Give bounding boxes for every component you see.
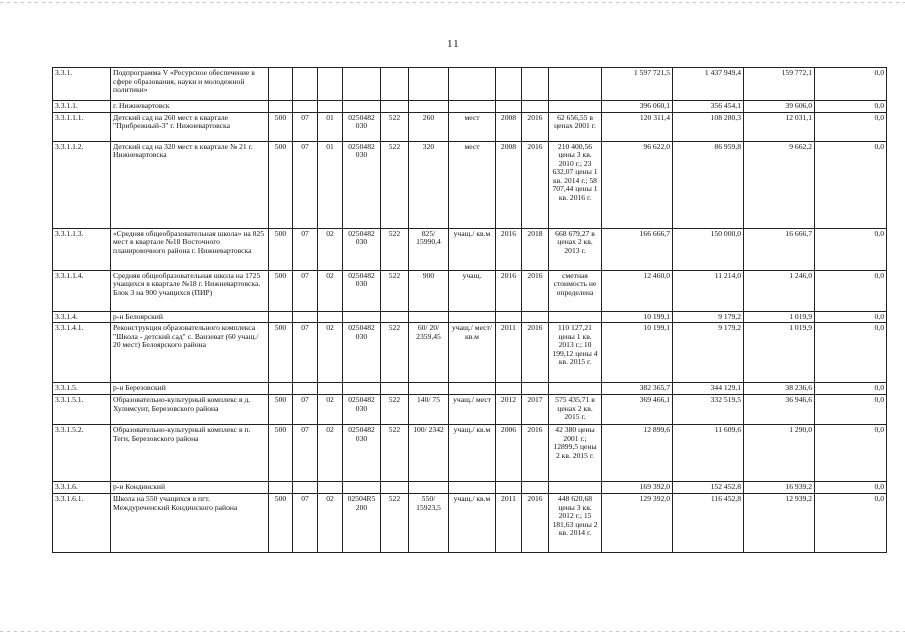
subsection-code-cell: 02 xyxy=(318,270,343,311)
expense-type-cell xyxy=(381,68,409,101)
capacity-unit-cell: учащ./ кв.м xyxy=(449,228,496,270)
start-year-cell: 2008 xyxy=(496,141,522,228)
table-row xyxy=(53,425,887,482)
row-id-cell: 3.3.1.1.3. xyxy=(53,228,111,270)
object-name-cell: Детский сад на 320 мест в квартале № 21 г. Нижневартовска xyxy=(111,141,269,228)
subsection-code-cell: 02 xyxy=(318,425,343,482)
start-year-cell: 2016 xyxy=(496,270,522,311)
regional-budget-cell: 1 437 949,4 xyxy=(673,68,744,101)
municipal-budget-cell: 1 019,9 xyxy=(744,311,815,323)
start-year-cell: 2016 xyxy=(496,228,522,270)
grbs-code-cell: 500 xyxy=(269,141,293,228)
target-article-cell: 0250482 030 xyxy=(343,141,381,228)
start-year-cell: 2011 xyxy=(496,323,522,383)
target-article-cell: 0250482 030 xyxy=(343,323,381,383)
municipal-budget-cell: 1 290,0 xyxy=(744,425,815,482)
table-row xyxy=(53,494,887,553)
capacity-unit-cell xyxy=(449,482,496,494)
scan-artifact-bottom xyxy=(0,631,905,632)
end-year-cell xyxy=(522,68,549,101)
estimated-cost-cell: 575 435,71 в ценах 2 кв. 2015 г. xyxy=(549,395,602,425)
capacity-cell: 140/ 75 xyxy=(409,395,449,425)
row-id-cell: 3.3.1.5.2. xyxy=(53,425,111,482)
estimated-cost-cell xyxy=(549,482,602,494)
section-code-cell xyxy=(293,68,318,101)
other-sources-cell: 0,0 xyxy=(815,141,887,228)
end-year-cell xyxy=(522,383,549,395)
row-id-cell: 3.3.1.6. xyxy=(53,482,111,494)
subsection-code-cell xyxy=(318,482,343,494)
target-article-cell: 0250482 030 xyxy=(343,228,381,270)
capacity-cell xyxy=(409,482,449,494)
capacity-cell: 320 xyxy=(409,141,449,228)
target-article-cell xyxy=(343,383,381,395)
estimated-cost-cell xyxy=(549,383,602,395)
grbs-code-cell: 500 xyxy=(269,228,293,270)
object-name-cell: Детский сад на 260 мест в квартале "Прибрежный-3" г. Нижневартовска xyxy=(111,112,269,141)
expense-type-cell: 522 xyxy=(381,494,409,553)
row-id-cell: 3.3.1. xyxy=(53,68,111,101)
subsection-code-cell: 02 xyxy=(318,228,343,270)
other-sources-cell: 0,0 xyxy=(815,228,887,270)
subsection-code-cell: 02 xyxy=(318,323,343,383)
regional-budget-cell: 332 519,5 xyxy=(673,395,744,425)
object-name-cell: Средняя общеобразовательная школа на 1725 учащихся в квартале №18 г. Нижневартовска. Блок 3 на 900 учащихся (ПИР) xyxy=(111,270,269,311)
grbs-code-cell: 500 xyxy=(269,270,293,311)
table-body xyxy=(53,68,887,553)
capacity-unit-cell: учащ./ кв.м xyxy=(449,494,496,553)
subsection-code-cell: 02 xyxy=(318,494,343,553)
section-code-cell: 07 xyxy=(293,228,318,270)
section-code-cell: 07 xyxy=(293,141,318,228)
municipal-budget-cell: 38 236,6 xyxy=(744,383,815,395)
grbs-code-cell: 500 xyxy=(269,112,293,141)
end-year-cell: 2018 xyxy=(522,228,549,270)
table-row xyxy=(53,395,887,425)
subsection-code-cell xyxy=(318,383,343,395)
municipal-budget-cell: 39 606,0 xyxy=(744,101,815,113)
section-code-cell: 07 xyxy=(293,395,318,425)
other-sources-cell: 0,0 xyxy=(815,383,887,395)
section-code-cell xyxy=(293,311,318,323)
capacity-unit-cell: учащ. xyxy=(449,270,496,311)
capacity-cell xyxy=(409,68,449,101)
regional-budget-cell: 150 000,0 xyxy=(673,228,744,270)
table-row xyxy=(53,141,887,228)
expense-type-cell: 522 xyxy=(381,425,409,482)
object-name-cell: р-н Белоярский xyxy=(111,311,269,323)
other-sources-cell: 0,0 xyxy=(815,425,887,482)
object-name-cell: Реконструкция образовательного комплекса "Школа - детский сад" с. Ванзеват (60 учащ./ 20 мест) Белоярского района xyxy=(111,323,269,383)
capacity-unit-cell: учащ./ кв.м xyxy=(449,425,496,482)
regional-budget-cell: 356 454,1 xyxy=(673,101,744,113)
target-article-cell xyxy=(343,311,381,323)
table-row xyxy=(53,68,887,101)
subsection-code-cell xyxy=(318,101,343,113)
municipal-budget-cell: 12 939,2 xyxy=(744,494,815,553)
capacity-cell xyxy=(409,101,449,113)
scan-artifact-top xyxy=(0,2,905,3)
total-amount-cell: 396 060,1 xyxy=(602,101,673,113)
subsection-code-cell: 02 xyxy=(318,395,343,425)
total-amount-cell: 166 666,7 xyxy=(602,228,673,270)
estimated-cost-cell: 110 127,21 цены 1 кв. 2013 г.; 10 199,12 цены 4 кв. 2015 г. xyxy=(549,323,602,383)
row-id-cell: 3.3.1.1. xyxy=(53,101,111,113)
total-amount-cell: 129 392,0 xyxy=(602,494,673,553)
row-id-cell: 3.3.1.1.2. xyxy=(53,141,111,228)
capacity-cell: 260 xyxy=(409,112,449,141)
total-amount-cell: 96 622,0 xyxy=(602,141,673,228)
row-id-cell: 3.3.1.5.1. xyxy=(53,395,111,425)
capacity-cell: 100/ 2342 xyxy=(409,425,449,482)
estimated-cost-cell: 62 656,55 в ценах 2001 г. xyxy=(549,112,602,141)
estimated-cost-cell: 668 679,27 в ценах 2 кв. 2013 г. xyxy=(549,228,602,270)
grbs-code-cell xyxy=(269,383,293,395)
row-id-cell: 3.3.1.4. xyxy=(53,311,111,323)
expense-type-cell: 522 xyxy=(381,141,409,228)
section-code-cell: 07 xyxy=(293,112,318,141)
estimated-cost-cell: 448 620,68 цены 3 кв. 2012 г.; 15 181,63 цены 2 кв. 2014 г. xyxy=(549,494,602,553)
grbs-code-cell xyxy=(269,68,293,101)
expense-type-cell: 522 xyxy=(381,112,409,141)
total-amount-cell: 12 899,6 xyxy=(602,425,673,482)
estimated-cost-cell: 42 380 цены 2001 г.; 12899,5 цены 2 кв. 2015 г. xyxy=(549,425,602,482)
other-sources-cell: 0,0 xyxy=(815,395,887,425)
grbs-code-cell: 500 xyxy=(269,425,293,482)
capacity-cell xyxy=(409,311,449,323)
table-row xyxy=(53,270,887,311)
section-code-cell xyxy=(293,383,318,395)
end-year-cell xyxy=(522,311,549,323)
expense-type-cell xyxy=(381,311,409,323)
municipal-budget-cell: 1 019,9 xyxy=(744,323,815,383)
other-sources-cell: 0,0 xyxy=(815,482,887,494)
start-year-cell xyxy=(496,482,522,494)
section-code-cell xyxy=(293,482,318,494)
target-article-cell: 02504R5 200 xyxy=(343,494,381,553)
municipal-budget-cell: 16 939,2 xyxy=(744,482,815,494)
start-year-cell: 2006 xyxy=(496,425,522,482)
target-article-cell: 0250482 030 xyxy=(343,425,381,482)
other-sources-cell: 0,0 xyxy=(815,68,887,101)
total-amount-cell: 120 311,4 xyxy=(602,112,673,141)
row-id-cell: 3.3.1.6.1. xyxy=(53,494,111,553)
end-year-cell: 2016 xyxy=(522,494,549,553)
expense-type-cell: 522 xyxy=(381,228,409,270)
end-year-cell: 2017 xyxy=(522,395,549,425)
table-row xyxy=(53,101,887,113)
start-year-cell: 2011 xyxy=(496,494,522,553)
regional-budget-cell: 9 179,2 xyxy=(673,311,744,323)
table-row xyxy=(53,323,887,383)
section-code-cell: 07 xyxy=(293,323,318,383)
object-name-cell: Образовательно-культурный комплекс в п. Теги, Березовского района xyxy=(111,425,269,482)
capacity-unit-cell xyxy=(449,68,496,101)
regional-budget-cell: 9 179,2 xyxy=(673,323,744,383)
estimated-cost-cell xyxy=(549,311,602,323)
subsection-code-cell: 01 xyxy=(318,112,343,141)
object-name-cell: р-н Кондинский xyxy=(111,482,269,494)
capacity-unit-cell: учащ./ мест xyxy=(449,395,496,425)
total-amount-cell: 10 199,1 xyxy=(602,311,673,323)
capacity-cell: 900 xyxy=(409,270,449,311)
table-row xyxy=(53,311,887,323)
total-amount-cell: 382 365,7 xyxy=(602,383,673,395)
object-name-cell: р-н Березовский xyxy=(111,383,269,395)
total-amount-cell: 169 392,0 xyxy=(602,482,673,494)
grbs-code-cell: 500 xyxy=(269,494,293,553)
capacity-cell: 60/ 20/ 2359,45 xyxy=(409,323,449,383)
row-id-cell: 3.3.1.4.1. xyxy=(53,323,111,383)
row-id-cell: 3.3.1.5. xyxy=(53,383,111,395)
subsection-code-cell: 01 xyxy=(318,141,343,228)
object-name-cell: Образовательно-культурный комплекс в д. Хулимсунт, Березовского района xyxy=(111,395,269,425)
table-row xyxy=(53,482,887,494)
start-year-cell xyxy=(496,101,522,113)
municipal-budget-cell: 159 772,1 xyxy=(744,68,815,101)
estimated-cost-cell xyxy=(549,68,602,101)
regional-budget-cell: 152 452,8 xyxy=(673,482,744,494)
target-article-cell: 0250482 030 xyxy=(343,112,381,141)
expense-type-cell: 522 xyxy=(381,395,409,425)
target-article-cell xyxy=(343,101,381,113)
start-year-cell xyxy=(496,383,522,395)
section-code-cell: 07 xyxy=(293,425,318,482)
capacity-cell: 825/ 15990,4 xyxy=(409,228,449,270)
capacity-unit-cell xyxy=(449,101,496,113)
table-row xyxy=(53,112,887,141)
capacity-cell xyxy=(409,383,449,395)
table-row xyxy=(53,383,887,395)
estimated-cost-cell: 210 400,56 цены 3 кв. 2010 г.; 23 632,07 цены 1 кв. 2014 г.; 58 707,44 цены 1 кв. 2016 г. xyxy=(549,141,602,228)
grbs-code-cell xyxy=(269,311,293,323)
other-sources-cell: 0,0 xyxy=(815,311,887,323)
regional-budget-cell: 11 609,6 xyxy=(673,425,744,482)
municipal-budget-cell: 36 946,6 xyxy=(744,395,815,425)
municipal-budget-cell: 16 666,7 xyxy=(744,228,815,270)
section-code-cell: 07 xyxy=(293,494,318,553)
target-article-cell xyxy=(343,68,381,101)
total-amount-cell: 1 597 721,5 xyxy=(602,68,673,101)
total-amount-cell: 10 199,1 xyxy=(602,323,673,383)
row-id-cell: 3.3.1.1.4. xyxy=(53,270,111,311)
estimated-cost-cell xyxy=(549,101,602,113)
end-year-cell: 2016 xyxy=(522,270,549,311)
object-name-cell: Школа на 550 учащихся в пгт. Междуреченский Кондинского района xyxy=(111,494,269,553)
regional-budget-cell: 116 452,8 xyxy=(673,494,744,553)
regional-budget-cell: 344 129,1 xyxy=(673,383,744,395)
start-year-cell xyxy=(496,68,522,101)
other-sources-cell: 0,0 xyxy=(815,270,887,311)
grbs-code-cell: 500 xyxy=(269,323,293,383)
total-amount-cell: 369 466,1 xyxy=(602,395,673,425)
object-name-cell: г. Нижневартовск xyxy=(111,101,269,113)
capacity-cell: 550/ 15923,5 xyxy=(409,494,449,553)
row-id-cell: 3.3.1.1.1. xyxy=(53,112,111,141)
end-year-cell xyxy=(522,482,549,494)
expense-type-cell: 522 xyxy=(381,323,409,383)
capacity-unit-cell xyxy=(449,383,496,395)
municipal-budget-cell: 12 031,1 xyxy=(744,112,815,141)
regional-budget-cell: 108 280,3 xyxy=(673,112,744,141)
end-year-cell: 2016 xyxy=(522,425,549,482)
table-row xyxy=(53,228,887,270)
object-name-cell: «Средняя общеобразовательная школа» на 825 мест в квартале №18 Восточного планировочного района г. Нижневартовска xyxy=(111,228,269,270)
object-name-cell: Подпрограмма V «Ресурсное обеспечение в сфере образования, науки и молодежной политики» xyxy=(111,68,269,101)
target-article-cell: 0250482 030 xyxy=(343,395,381,425)
page-number: 11 xyxy=(447,38,460,50)
subsection-code-cell xyxy=(318,311,343,323)
end-year-cell: 2016 xyxy=(522,112,549,141)
expense-type-cell xyxy=(381,482,409,494)
grbs-code-cell: 500 xyxy=(269,395,293,425)
capacity-unit-cell: учащ./ мест/ кв.м xyxy=(449,323,496,383)
estimated-cost-cell: сметная стоимость не определена xyxy=(549,270,602,311)
expense-type-cell xyxy=(381,383,409,395)
total-amount-cell: 12 460,0 xyxy=(602,270,673,311)
municipal-budget-cell: 9 662,2 xyxy=(744,141,815,228)
section-code-cell xyxy=(293,101,318,113)
start-year-cell: 2012 xyxy=(496,395,522,425)
start-year-cell: 2008 xyxy=(496,112,522,141)
start-year-cell xyxy=(496,311,522,323)
other-sources-cell: 0,0 xyxy=(815,494,887,553)
target-article-cell xyxy=(343,482,381,494)
regional-budget-cell: 86 959,8 xyxy=(673,141,744,228)
end-year-cell: 2016 xyxy=(522,323,549,383)
other-sources-cell: 0,0 xyxy=(815,323,887,383)
capacity-unit-cell: мест xyxy=(449,112,496,141)
regional-budget-cell: 11 214,0 xyxy=(673,270,744,311)
subsection-code-cell xyxy=(318,68,343,101)
municipal-budget-cell: 1 246,0 xyxy=(744,270,815,311)
expense-type-cell xyxy=(381,101,409,113)
end-year-cell: 2016 xyxy=(522,141,549,228)
program-table xyxy=(52,67,887,553)
section-code-cell: 07 xyxy=(293,270,318,311)
expense-type-cell: 522 xyxy=(381,270,409,311)
capacity-unit-cell xyxy=(449,311,496,323)
grbs-code-cell xyxy=(269,101,293,113)
other-sources-cell: 0,0 xyxy=(815,101,887,113)
other-sources-cell: 0,0 xyxy=(815,112,887,141)
target-article-cell: 0250482 030 xyxy=(343,270,381,311)
grbs-code-cell xyxy=(269,482,293,494)
end-year-cell xyxy=(522,101,549,113)
capacity-unit-cell: мест xyxy=(449,141,496,228)
